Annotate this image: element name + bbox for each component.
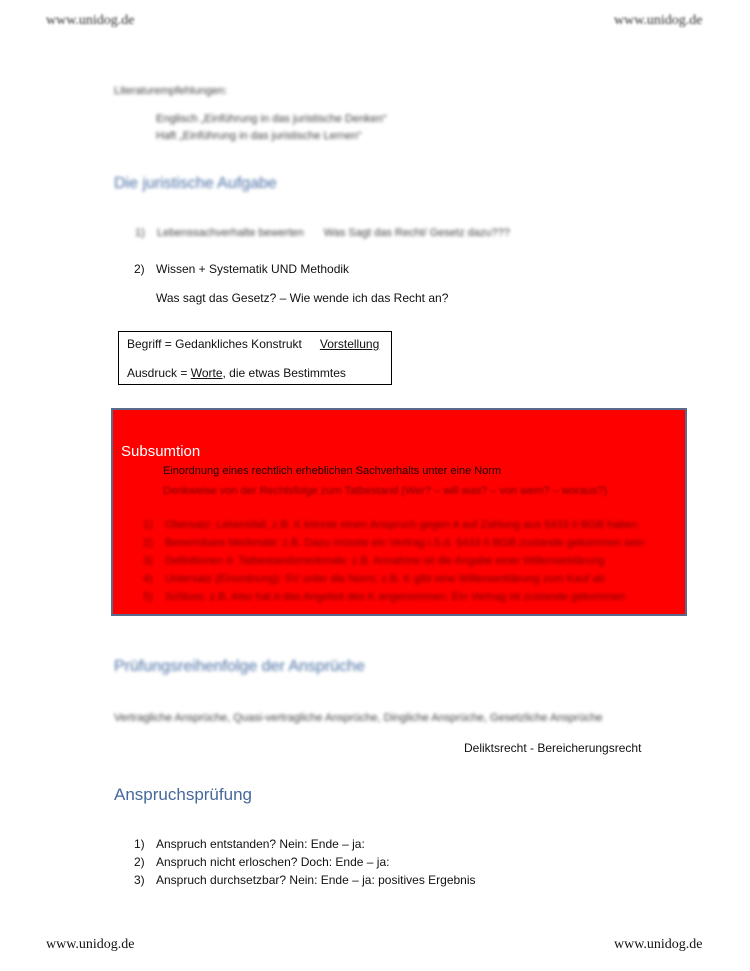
list-number: 2) [134,262,145,276]
definition-ausdruck-suffix: , die etwas Bestimmtes [222,366,346,380]
step-number: 4) [143,573,153,585]
subsumtion-step [143,591,625,603]
claims-order-note: Deliktsrecht - Bereicherungsrecht [464,741,642,755]
section-heading-aufgabe: Die juristische Aufgabe [114,175,277,192]
subsumtion-step [143,573,605,585]
list-item [134,855,389,869]
watermark-top-left: www.unidog.de [46,13,135,28]
watermark-bottom-right: www.unidog.de [614,937,703,952]
section-heading-anspruchspruefung: Anspruchsprüfung [114,785,252,804]
subsumtion-definition: Einordnung eines rechtlich erheblichen Sachverhalts unter eine Norm [163,465,502,477]
literature-item: Englisch „Einführung in das juristische Denken“ [156,113,387,125]
step-text: Definitionen d. Tatbestandsmerkmale: z.B. Annahme ist die Angabe einer Willenserklärung [165,555,605,567]
definition-begriff-text: Begriff = Gedankliches Konstrukt [127,337,302,351]
step-text: Obersatz: Lebensfall, z.B. K könnte einen Anspruch gegen A auf Zahlung aus §433 II BGB haben [165,519,638,531]
list-item-text: Anspruch nicht erloschen? Doch: Ende – ja: [156,855,390,869]
list-item [134,873,476,887]
literature-label: Literaturempfehlungen: [114,85,228,97]
list-item [134,262,349,276]
definition-begriff-term: Vorstellung [319,337,380,351]
subsumtion-step [143,555,604,567]
literature-item: Haft „Einführung in das juristische Lernen“ [156,130,362,142]
section-heading-pruefungsreihenfolge: Prüfungsreihenfolge der Ansprüche [114,658,365,675]
list-item-aside: Was Sagt das Recht/ Gesetz dazu??? [323,227,510,239]
step-number: 1) [143,519,153,531]
subsumtion-box [111,408,687,616]
list-number: 3) [134,873,145,887]
list-item-text: Anspruch entstanden? Nein: Ende – ja: [156,837,365,851]
list-item-text: Wissen + Systematik UND Methodik [156,262,350,276]
step-text: Untersatz (Einordnung): SV unter die Norm; z.B. K gibt eine Willenserklärung zum Kauf ab [165,573,605,585]
subsumtion-step [143,537,644,549]
step-number: 3) [143,555,153,567]
list-number: 1) [134,837,145,851]
step-text: Benennbare Merkmale: z.B. Dazu müsste ein Vertrag i.S.d. §433 II BGB zustande gekommen sein [165,537,645,549]
watermark-bottom-left: www.unidog.de [46,937,135,952]
list-item [134,837,365,851]
subsumtion-subline: Denkweise von der Rechtsfolge zum Tatbestand (Wer? – will was? – von wem? – woraus?) [163,485,608,497]
definition-line-ausdruck [127,366,346,380]
list-number: 1) [135,227,145,239]
list-number: 2) [134,855,145,869]
definition-ausdruck-text: Ausdruck = [127,366,191,380]
subsumtion-title: Subsumtion [121,443,201,460]
definition-line-begriff [127,337,379,351]
definition-ausdruck-term: Worte [190,366,223,380]
definition-box [118,331,392,385]
step-number: 5) [143,591,153,603]
subsumtion-step [143,519,638,531]
list-item-text: Anspruch durchsetzbar? Nein: Ende – ja: positives Ergebnis [156,873,476,887]
list-item-text: Lebenssachverhalte bewerten [157,227,304,239]
list-item-subtext: Was sagt das Gesetz? – Wie wende ich das Recht an? [156,291,449,305]
step-number: 2) [143,537,153,549]
claims-order-line: Vertragliche Ansprüche, Quasi-vertragliche Ansprüche, Dingliche Ansprüche, Gesetzliche Ansprüche [114,712,603,724]
step-text: Schluss: z.B. Also hat A das Angebot des K angenommen. Ein Vertrag ist zustande gekommen [165,591,626,603]
watermark-top-right: www.unidog.de [614,13,703,28]
list-item [135,227,510,239]
